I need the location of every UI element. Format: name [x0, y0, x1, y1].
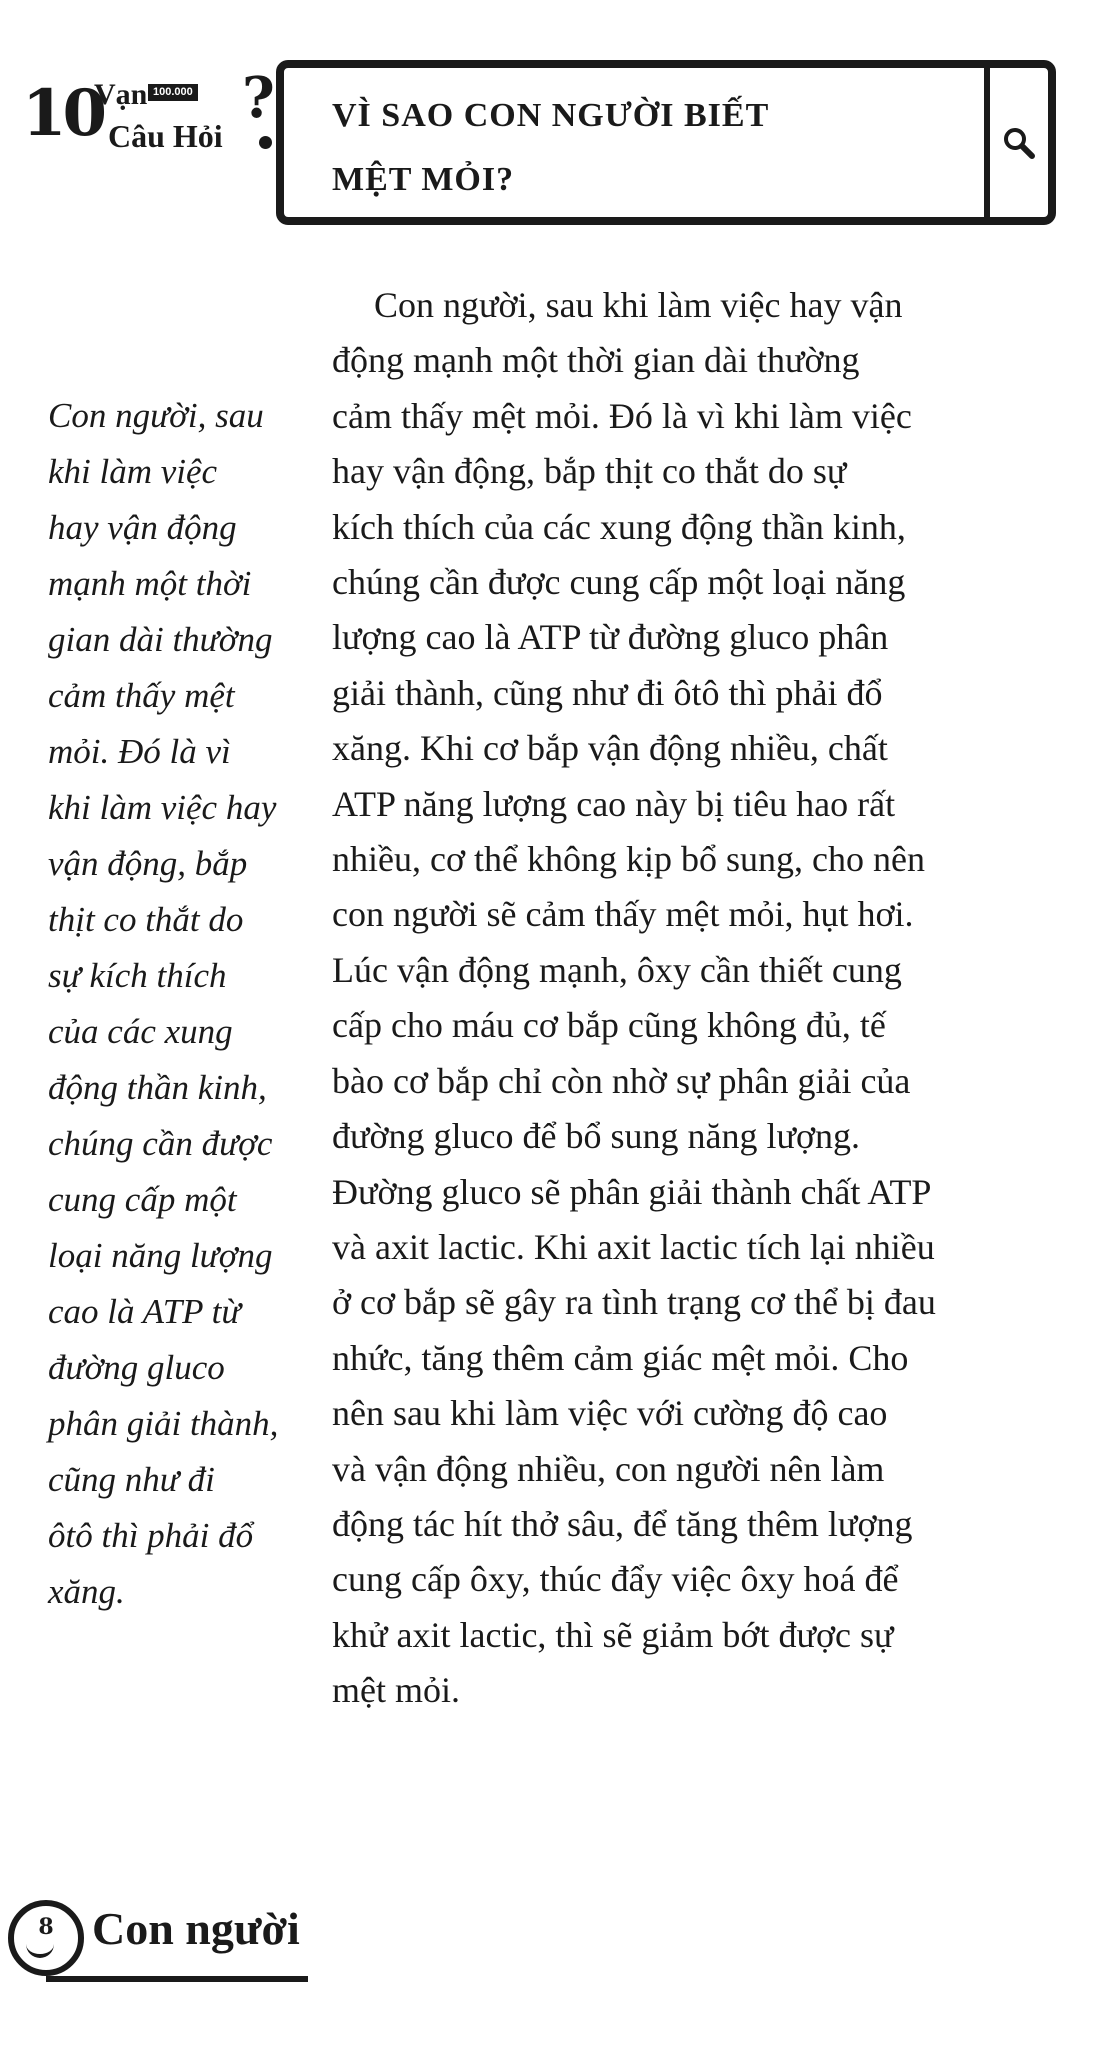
body-line: xăng. Khi cơ bắp vận động nhiều, chất — [332, 728, 888, 769]
title-line: MỆT MỎI? — [332, 161, 515, 198]
page-title — [332, 84, 932, 212]
body-line: mệt mỏi. — [332, 1670, 460, 1711]
sidebar-line: Con người, sau — [48, 396, 264, 435]
sidebar-line: ôtô thì phải đổ — [48, 1516, 254, 1555]
body-line: nhức, tăng thêm cảm giác mệt mỏi. Cho — [332, 1337, 909, 1378]
sidebar-line: đường gluco — [48, 1348, 225, 1387]
body-line: Đường gluco sẽ phân giải thành chất ATP — [332, 1171, 932, 1212]
book-logo — [22, 65, 275, 168]
sidebar-line: cung cấp một — [48, 1180, 237, 1219]
sidebar-line: sự kích thích — [48, 956, 227, 995]
sidebar-line: hay vận động — [48, 508, 237, 547]
body-line: động mạnh một thời gian dài thường — [332, 340, 860, 381]
logo-number: 10 — [22, 76, 104, 151]
body-line: lượng cao là ATP từ đường gluco phân — [332, 617, 889, 658]
body-line: cung cấp ôxy, thúc đẩy việc ôxy hoá để — [332, 1559, 899, 1600]
body-line: hay vận động, bắp thịt co thắt do sự — [332, 451, 847, 492]
body-line: Lúc vận động mạnh, ôxy cần thiết cung — [332, 949, 902, 990]
sidebar-line: xăng. — [48, 1572, 125, 1611]
body-line: con người sẽ cảm thấy mệt mỏi, hụt hơi. — [332, 894, 914, 935]
body-line: và vận động nhiều, con người nên làm — [332, 1448, 885, 1489]
title-box — [276, 60, 1056, 225]
sidebar-line: khi làm việc — [48, 452, 218, 491]
sidebar-line: gian dài thường — [48, 620, 273, 659]
body-line: Con người, sau khi làm việc hay vận — [374, 285, 903, 325]
body-line: chúng cần được cung cấp một loại năng — [332, 562, 906, 603]
logo-dot — [259, 136, 272, 149]
search-tab — [984, 68, 1048, 217]
body-line: cấp cho máu cơ bắp cũng không đủ, tế — [332, 1005, 886, 1046]
page-number: 8 — [38, 1914, 54, 1940]
sidebar-line: vận động, bắp — [48, 844, 248, 883]
body-line: đường gluco để bổ sung năng lượng. — [332, 1116, 861, 1157]
title-line: VÌ SAO CON NGƯỜI BIẾT — [332, 97, 770, 134]
logo-van: Vạn — [94, 78, 148, 111]
section-name: Con người — [92, 1903, 300, 1954]
sidebar-line: phân giải thành, — [48, 1404, 279, 1443]
body-line: bào cơ bắp chỉ còn nhờ sự phân giải của — [332, 1060, 911, 1101]
body-paragraph — [332, 278, 1072, 1719]
body-line: ATP năng lượng cao này bị tiêu hao rất — [332, 783, 896, 824]
sidebar-line: khi làm việc hay — [48, 788, 277, 827]
body-line: nhiều, cơ thể không kịp bổ sung, cho nên — [332, 839, 925, 880]
body-line: và axit lactic. Khi axit lactic tích lại nhiều — [332, 1226, 935, 1267]
sidebar-line: thịt co thắt do — [48, 900, 244, 939]
body-line: giải thành, cũng như đi ôtô thì phải đổ — [332, 672, 883, 713]
sidebar-line: loại năng lượng — [48, 1236, 273, 1275]
page-number-badge — [8, 1900, 84, 1976]
logo-question-mark: ? — [242, 65, 275, 131]
sidebar-line: cũng như đi — [48, 1460, 215, 1499]
sidebar-line: cảm thấy mệt — [48, 676, 235, 715]
sidebar-line: mỏi. Đó là vì — [48, 732, 231, 771]
body-line: kích thích của các xung động thần kinh, — [332, 506, 906, 547]
magnifier-icon — [1002, 126, 1036, 160]
body-line: nên sau khi làm việc với cường độ cao — [332, 1393, 888, 1434]
sidebar-line: động thần kinh, — [48, 1068, 267, 1107]
logo-badge: 100.000 — [148, 84, 198, 101]
logo-cau-hoi: Câu Hỏi — [108, 118, 223, 154]
sidebar-line: mạnh một thời — [48, 564, 252, 603]
body-line: ở cơ bắp sẽ gây ra tình trạng cơ thể bị đau — [332, 1282, 936, 1323]
footer-rule — [46, 1976, 308, 1982]
body-line: cảm thấy mệt mỏi. Đó là vì khi làm việc — [332, 395, 912, 436]
page-footer — [8, 1900, 308, 1990]
body-line: động tác hít thở sâu, để tăng thêm lượng — [332, 1503, 913, 1544]
sidebar-line: cao là ATP từ — [48, 1292, 241, 1331]
sidebar-line: chúng cần được — [48, 1124, 273, 1163]
body-line: khử axit lactic, thì sẽ giảm bớt được sự — [332, 1614, 894, 1655]
sidebar-pull-quote — [48, 388, 318, 1620]
sidebar-line: của các xung — [48, 1012, 233, 1051]
